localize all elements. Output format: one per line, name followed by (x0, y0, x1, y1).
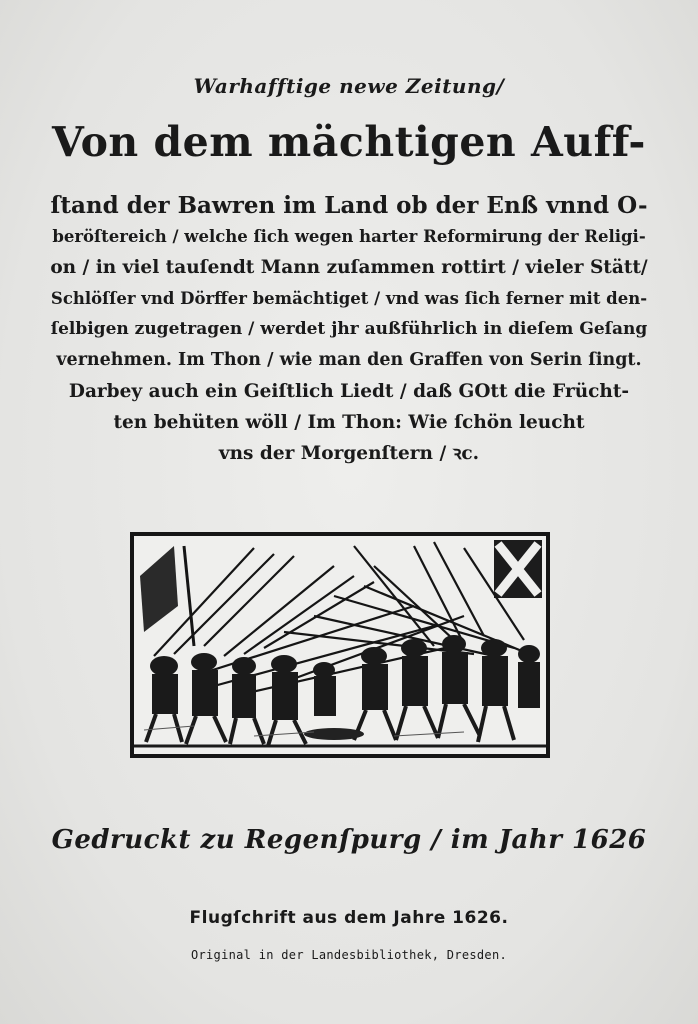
body-line: beröſtereich / welche ſich wegen harter Reformirung der Religi- (52, 227, 646, 246)
source-line: Original in der Landesbibliothek, Dresden. (190, 948, 508, 962)
body-line: ten behüten wöll / Im Thon: Wie ſchön leucht (113, 412, 585, 433)
document-title: Von dem mächtigen Auff- (52, 118, 646, 166)
body-line: vns der Morgenſtern / ꝛc. (218, 443, 480, 464)
body-line: ſelbigen zugetragen / werdet jhr außführlich in dieſem Geſang (50, 319, 648, 339)
body-line: Darbey auch ein Geiſtlich Liedt / daß GOtt die Frücht- (68, 381, 630, 402)
body-line: vernehmen. Im Thon / wie man den Graffen von Serin ſingt. (56, 350, 642, 370)
body-line: ſtand der Bawren im Land ob der Enß vnnd O- (50, 192, 648, 219)
kicker-heading: Warhafftige newe Zeitung/ (193, 74, 505, 98)
caption-line: Flugſchrift aus dem Jahre 1626. (189, 908, 509, 928)
imprint-line: Gedruckt zu Regenſpurg / im Jahr 1626 (51, 825, 647, 855)
title-body-text (0, 190, 698, 469)
body-line: on / in viel tauſendt Mann zuſammen rottirt / vieler Stätt/ (50, 257, 648, 278)
body-line: Schlöſſer vnd Dörffer bemächtiget / vnd was ſich ferner mit den- (50, 289, 648, 308)
battle-scene-image (134, 536, 546, 754)
woodcut-illustration (130, 532, 550, 758)
